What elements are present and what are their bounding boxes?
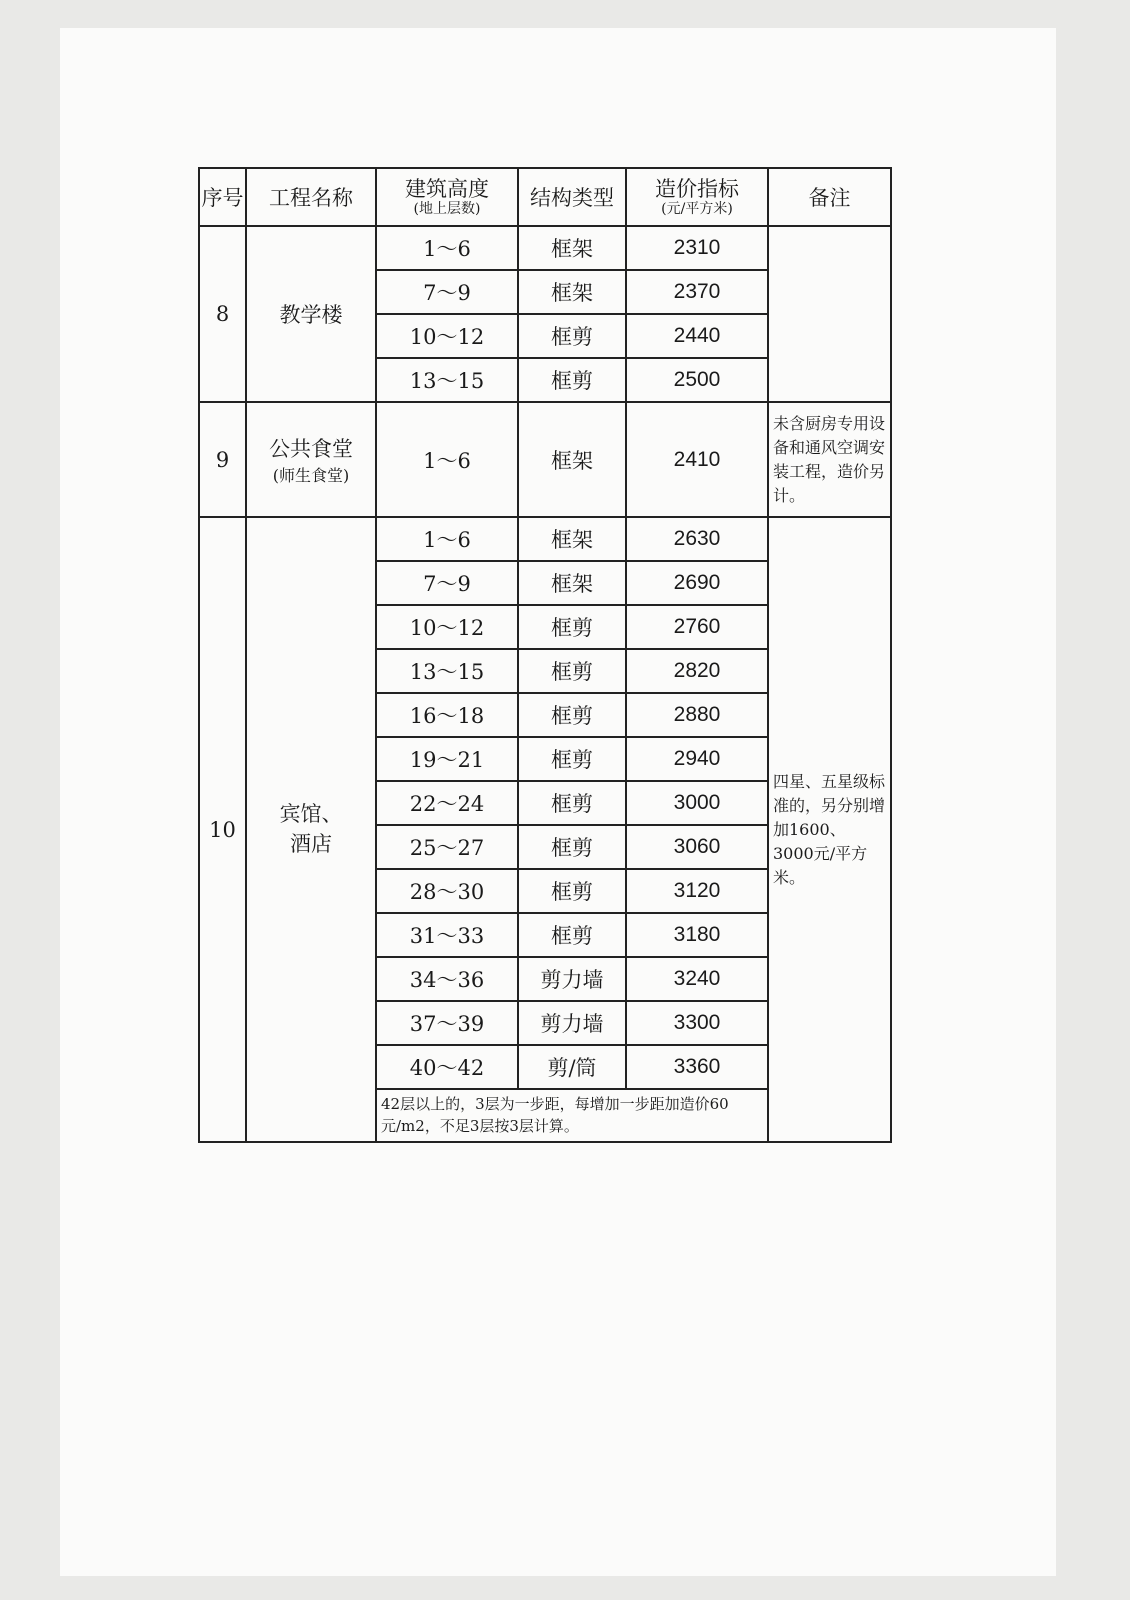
cost-index-table	[198, 167, 892, 1143]
price-cell: 3000	[626, 781, 768, 825]
structure-cell: 框剪	[518, 913, 626, 957]
structure-cell: 框剪	[518, 314, 626, 358]
table-row	[199, 226, 891, 270]
floors-cell: 13～15	[376, 358, 518, 402]
floors-cell: 25～27	[376, 825, 518, 869]
structure-cell: 框架	[518, 561, 626, 605]
structure-cell: 框剪	[518, 605, 626, 649]
structure-cell: 剪/筒	[518, 1045, 626, 1089]
remark-cell: 未含厨房专用设备和通风空调安装工程，造价另计。	[768, 402, 891, 517]
structure-cell: 框架	[518, 226, 626, 270]
project-name-cell	[246, 226, 376, 402]
header-seq: 序号	[199, 168, 246, 226]
price-cell: 2820	[626, 649, 768, 693]
project-name: 公共食堂	[269, 437, 353, 461]
project-name-cell	[246, 517, 376, 1142]
header-height-sub: (地上层数)	[413, 200, 481, 217]
floors-cell: 10～12	[376, 314, 518, 358]
seq-cell: 8	[199, 226, 246, 402]
floors-cell: 1～6	[376, 226, 518, 270]
header-remark: 备注	[768, 168, 891, 226]
structure-cell: 框架	[518, 270, 626, 314]
footnote: 42层以上的，3层为一步距，每增加一步距加造价60元/m2，不足3层按3层计算。	[376, 1089, 768, 1142]
header-price	[626, 168, 768, 226]
remark-cell: 四星、五星级标准的，另分别增加1600、3000元/平方米。	[768, 517, 891, 1142]
project-name-sub: (师生食堂)	[272, 466, 350, 485]
price-cell: 2880	[626, 693, 768, 737]
header-price-sub: (元/平方米)	[661, 200, 733, 217]
structure-cell: 框剪	[518, 825, 626, 869]
price-cell: 2690	[626, 561, 768, 605]
floors-cell: 10～12	[376, 605, 518, 649]
floors-cell: 40～42	[376, 1045, 518, 1089]
floors-cell: 7～9	[376, 561, 518, 605]
seq-cell: 9	[199, 402, 246, 517]
price-cell: 2940	[626, 737, 768, 781]
floors-cell: 1～6	[376, 517, 518, 561]
header-structure: 结构类型	[518, 168, 626, 226]
floors-cell: 13～15	[376, 649, 518, 693]
structure-cell: 框剪	[518, 737, 626, 781]
table-row	[199, 402, 891, 517]
structure-cell: 框架	[518, 517, 626, 561]
price-cell: 2410	[626, 402, 768, 517]
structure-cell: 框架	[518, 402, 626, 517]
project-name: 教学楼	[279, 303, 343, 327]
structure-cell: 剪力墙	[518, 1001, 626, 1045]
header-price-label: 造价指标	[655, 176, 739, 201]
structure-cell: 框剪	[518, 781, 626, 825]
header-row	[199, 168, 891, 226]
price-cell: 3240	[626, 957, 768, 1001]
price-cell: 2630	[626, 517, 768, 561]
project-name-cell	[246, 402, 376, 517]
price-cell: 2760	[626, 605, 768, 649]
price-cell: 3180	[626, 913, 768, 957]
price-cell: 3060	[626, 825, 768, 869]
structure-cell: 框剪	[518, 693, 626, 737]
price-cell: 3300	[626, 1001, 768, 1045]
structure-cell: 框剪	[518, 869, 626, 913]
floors-cell: 1～6	[376, 402, 518, 517]
floors-cell: 34～36	[376, 957, 518, 1001]
project-name: 宾馆、酒店	[279, 802, 343, 856]
remark-cell	[768, 226, 891, 402]
price-cell: 3360	[626, 1045, 768, 1089]
price-cell: 2310	[626, 226, 768, 270]
price-cell: 2500	[626, 358, 768, 402]
seq-cell: 10	[199, 517, 246, 1142]
header-height	[376, 168, 518, 226]
floors-cell: 19～21	[376, 737, 518, 781]
floors-cell: 22～24	[376, 781, 518, 825]
structure-cell: 框剪	[518, 649, 626, 693]
price-cell: 3120	[626, 869, 768, 913]
structure-cell: 框剪	[518, 358, 626, 402]
table-row	[199, 517, 891, 561]
header-height-label: 建筑高度	[405, 176, 489, 201]
floors-cell: 16～18	[376, 693, 518, 737]
floors-cell: 31～33	[376, 913, 518, 957]
floors-cell: 7～9	[376, 270, 518, 314]
structure-cell: 剪力墙	[518, 957, 626, 1001]
price-cell: 2440	[626, 314, 768, 358]
floors-cell: 28～30	[376, 869, 518, 913]
header-name: 工程名称	[246, 168, 376, 226]
floors-cell: 37～39	[376, 1001, 518, 1045]
price-cell: 2370	[626, 270, 768, 314]
